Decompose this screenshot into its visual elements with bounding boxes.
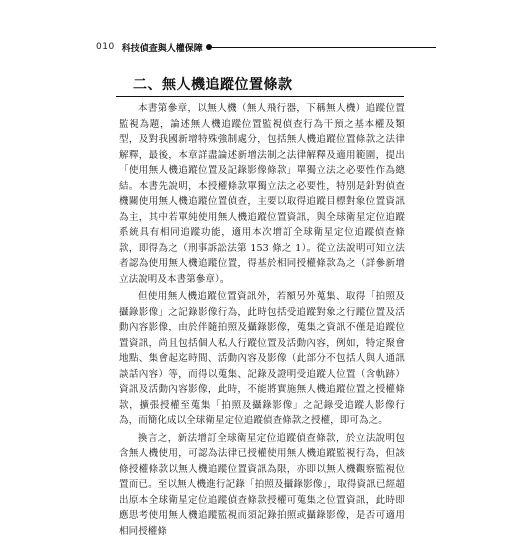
page-number: 010 (96, 42, 115, 52)
header-rule (209, 47, 436, 48)
paragraph-1: 本書第參章，以無人機（無人飛行器，下稱無人機）追蹤位置監視為題，論述無人機追蹤位置監視偵查行為干預之基本權及類型，及對我國新增特殊強制處分，包括無人機追蹤位置條款之法律解釋，最後，本章詳盡論述新增法制之法律解釋及適用範圍，提出「使用無人機追蹤位置及記錄影像條款」單獨立法之必要性作為總結。本書先說明，本授權條款單獨立法之必要性，特別是針對偵查機關使用無人機追蹤位置偵查，主要以取得追蹤目標對象位置資訊為主，其中若單純使用無人機追蹤位置資訊，與全球衛星定位追蹤系統具有相同追蹤功能，適用本次增訂全球衛星定位追蹤偵查條款，即得為之（刑事訴訟法第 153 條之 1）。從立法說明可知立法者認為使用無人機追蹤位置，得基於相同授權條款為之（詳參新增立法說明及本書第參章）。 (119, 103, 405, 285)
section-heading: 二、無人機追蹤位置條款 (133, 77, 293, 93)
paragraph-2: 但使用無人機追蹤位置資訊外，若額另外蒐集、取得「拍照及攝錄影像」之記錄影像行為，此時包括受追蹤對象之行蹤位置及活動內容影像，由於伴隨拍照及攝錄影像，蒐集之資訊不僅是追蹤位置資訊，尚且包括個人私人行蹤位置及活動內容，例如，特定聚會地點、集會起迄時間、活動內容及影像（此部分不包括人與人通訊談話內容）等，而得以蒐集、記錄及證明受追蹤人位置（含軌跡）資訊及活動內容影像，此時，不能將實施無人機追蹤位置之授權條款，擴張授權至蒐集「拍照及攝錄影像」之記錄受追蹤人影像行為，而簡化成以全球衛星定位追蹤偵查條款之授權，即可為之。 (119, 291, 405, 426)
book-title: 科技偵查與人權保障 (121, 43, 203, 54)
heading-underline-rule (116, 96, 404, 97)
body-text (119, 101, 405, 541)
running-header (96, 40, 436, 54)
paragraph-3: 換言之，新法增訂全球衛星定位追蹤偵查條款，於立法說明包含無人機使用，可認為法律已授權使用無人機追蹤監視行為，但該條授權條款以無人機追蹤位置資訊為限，亦即以無人機觀察監視位置而已。至以無人機進行記錄「拍照及攝錄影像」，取得資訊已經超出原本全球衛星定位追蹤偵查條款授權可蒐集之位置資訊，此時即應思考使用無人機追蹤監視而須記錄拍照或攝錄影像，是否可適用相同授權條 (119, 432, 405, 537)
header-bullet-dot (206, 44, 212, 50)
